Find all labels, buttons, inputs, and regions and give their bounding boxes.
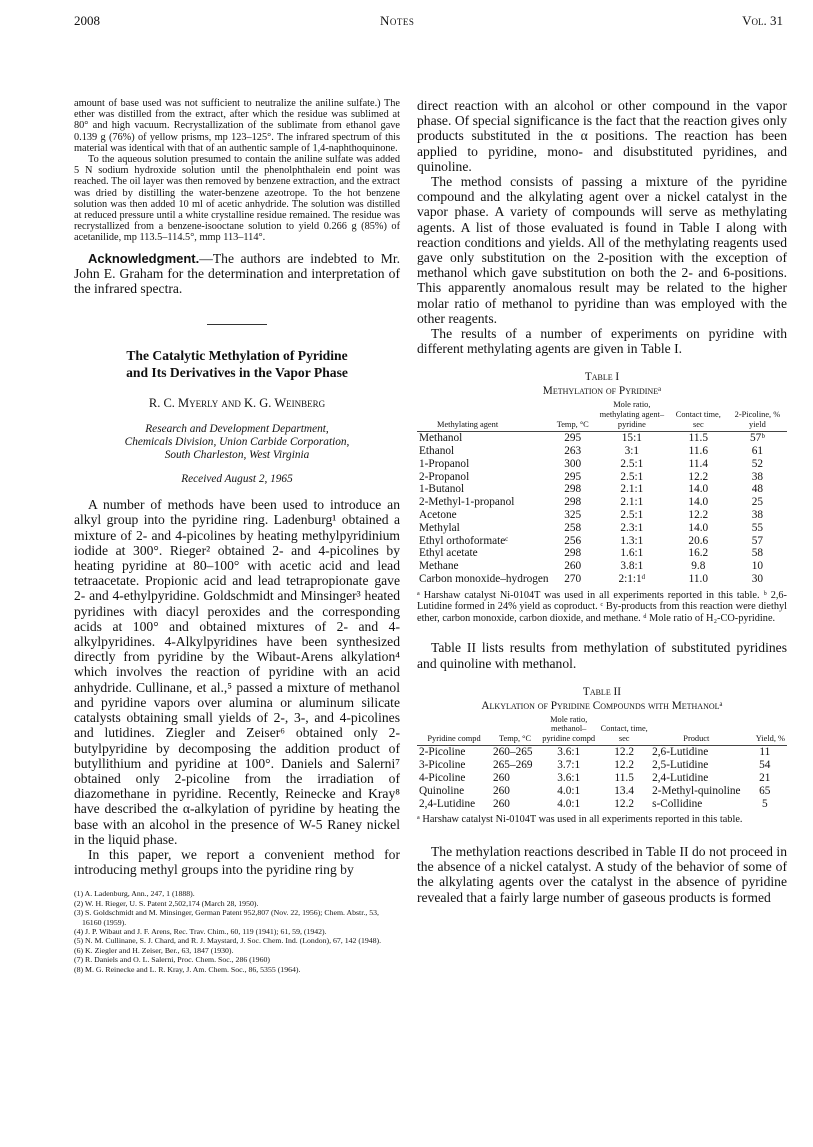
acknowledgment <box>74 251 400 297</box>
table-cell: 5 <box>761 797 768 810</box>
table-cell: Carbon monoxide–hydrogen <box>419 573 549 585</box>
table-title: Methylation of Pyridineᵃ <box>542 385 662 398</box>
table-cell: 325 <box>564 509 582 522</box>
column-header: Temp, °C <box>551 400 595 431</box>
table-cell: 11 <box>759 746 771 759</box>
section-title: Notes <box>380 13 415 28</box>
table-cell: 2.5:1 <box>620 509 644 522</box>
table-cell: 16.2 <box>688 547 709 560</box>
table-cell: 260 <box>493 784 510 797</box>
table-cell: 14.0 <box>688 521 709 534</box>
table-cell: 2.1:1 <box>620 496 644 509</box>
table-cell: 1-Butanol <box>419 483 465 496</box>
table-cell: 256 <box>564 534 582 547</box>
table-cell: 3.8:1 <box>620 560 644 573</box>
table-cell: 10 <box>751 560 764 573</box>
table-2 <box>417 685 787 826</box>
table-cell: 12.2 <box>614 797 635 810</box>
table-row <box>417 547 787 560</box>
table-cell: 12.2 <box>688 470 709 483</box>
right-column <box>417 98 787 905</box>
table-cell: 4.0:1 <box>557 784 581 797</box>
table-row <box>417 772 787 785</box>
body-paragraph: A number of methods have been used to introduce an alkyl group into the pyridine ring. Ladenburg¹ obtained a mixture of 2- and 4-picolines by heating methylpyridinium iodide at 300°. Rieger² obtained 2- and 4-picolines by heating pyridine at 80–100° with acetic acid and lead tetraacetate. Propionic acid and lead tetrapropionate gave 2- and 4-ethylpyridine. Goldschmidt and Minsinger³ heated pyridines with diacyl peroxides and the corresponding acids at 100° and obtained mixtures of 2- and 4-alkylpyridines. 4-Alkylpyridines have been synthesized directly from pyridine by the Wibaut-Arens alkylation⁴ which involves the reaction of pyridine with an acid anhydride. Cullinane, et al.,⁵ passed a mixture of methanol and pyridine vapors over alumina or aluminum silicate catalysts obtaining small yields of 2-, 3-, and 4-picolines and lutidines. Ziegler and Zeiser⁶ obtained only 2-butylpyridine by decomposing the addition product of butyllithium and pyridine at 100°. Daniels and Salerni⁷ obtained only 2-picoline from the irradiation of diazomethane in pyridine. Recently, Reinecke and Kray⁸ have described the α-alkylation of pyridine by heating the base with an alcohol in the presence of W-5 Raney nickel in the liquid phase. <box>74 497 400 847</box>
body-paragraph: The results of a number of experiments on pyridine with different methylating agents are given in Table I. <box>417 326 787 357</box>
left-column <box>74 98 400 974</box>
column-header: Contact time, sec <box>669 400 728 431</box>
table-cell: 52 <box>751 457 764 470</box>
table-row <box>417 522 787 535</box>
table-cell: Methane <box>419 560 459 573</box>
table-cell: 21 <box>759 772 771 785</box>
table-cell: 2.5:1 <box>620 457 644 470</box>
table-cell: 11.0 <box>688 573 708 585</box>
column-header: Yield, % <box>743 715 787 746</box>
table-cell: 30 <box>751 573 764 585</box>
table-label: Table I <box>584 371 620 384</box>
article-title-line: The Catalytic Methylation of Pyridine <box>126 348 348 364</box>
column-header: Methylating agent <box>417 400 551 431</box>
table-cell: 2,4-Lutidine <box>419 797 476 810</box>
acknowledgment-text: —The authors are indebted to Mr. John E. Graham for the determination and interpretation of the infrared spectra. <box>74 250 400 297</box>
affiliation-line: South Charleston, West Virginia <box>164 449 310 462</box>
table-row <box>417 496 787 509</box>
table-1 <box>417 370 787 624</box>
table-cell: 13.4 <box>614 784 635 797</box>
body-paragraph: The method consists of passing a mixture of the pyridine compound and the alkylating agent over a nickel catalyst in the vapor phase. A variety of compounds will serve as methylating agents. A list of those evaluated is found in Table I along with reaction conditions and yields. All of the methylating reagents used gave only substitution on the 2-position with the exception of methanol which gave substitution on both the 2- and 6-positions. This apparently anomalous result may be related to the higher molar ratio of methanol to pyridine than was employed with the other reagents. <box>417 174 787 326</box>
table-cell: 11.5 <box>688 432 708 445</box>
table-cell: 260–265 <box>493 746 533 759</box>
table-cell: 260 <box>493 797 510 810</box>
table-cell: 300 <box>564 457 582 470</box>
table-cell: 9.8 <box>691 560 706 573</box>
table-cell: 12.2 <box>614 759 635 772</box>
table-cell: 38 <box>751 509 764 522</box>
table-cell: 57ᵇ <box>750 432 765 445</box>
table-cell: 2.1:1 <box>620 483 644 496</box>
table-cell: 298 <box>564 496 582 509</box>
article-title <box>74 347 400 381</box>
table-cell: 2.5:1 <box>620 470 644 483</box>
table-cell: 4-Picoline <box>419 772 466 785</box>
column-header: 2-Picoline, % yield <box>728 400 787 431</box>
table-cell: 11.6 <box>688 445 708 458</box>
table-2-body <box>417 746 787 810</box>
table-cell: 2,6-Lutidine <box>652 746 709 759</box>
table-cell: Ethyl orthoformateᶜ <box>419 534 509 547</box>
table-cell: 3.7:1 <box>557 759 581 772</box>
received-date: Received August 2, 1965 <box>181 473 293 486</box>
table-cell: 2:1:1ᵈ <box>618 573 646 585</box>
table-cell: 2-Methyl-1-propanol <box>419 496 515 509</box>
table-cell: 265–269 <box>493 759 533 772</box>
affiliation <box>74 423 400 462</box>
table-row <box>417 785 787 798</box>
affiliation-line: Chemicals Division, Union Carbide Corporation, <box>124 436 350 449</box>
table-cell: 14.0 <box>688 496 709 509</box>
reference-item: (5) N. M. Cullinane, S. J. Chard, and R. J. Maystard, J. Soc. Chem. Ind. (London), 67, 142 (1948). <box>74 936 382 946</box>
table-cell: 2,5-Lutidine <box>652 759 709 772</box>
table-cell: 3-Picoline <box>419 759 466 772</box>
references <box>74 889 400 974</box>
table-cell: 12.2 <box>614 746 635 759</box>
table-row <box>417 573 787 586</box>
reference-item: (4) J. P. Wibaut and J. F. Arens, Rec. Trav. Chim., 60, 119 (1941); 61, 59, (1942). <box>74 926 327 936</box>
table-1-grid <box>417 400 787 585</box>
table-cell: 3:1 <box>624 445 640 458</box>
table-cell: 2-Propanol <box>419 470 470 483</box>
table-row <box>417 483 787 496</box>
column-header: Contact, time, sec <box>598 715 650 746</box>
table-cell: 2,4-Lutidine <box>652 772 709 785</box>
table-cell: 20.6 <box>688 534 709 547</box>
table-cell: 1.6:1 <box>620 547 644 560</box>
reference-item: (2) W. H. Rieger, U. S. Patent 2,502,174 (March 28, 1950). <box>74 898 259 908</box>
volume-label: Vol. 31 <box>742 13 783 28</box>
table-cell: 61 <box>751 445 764 458</box>
table-cell: 14.0 <box>688 483 709 496</box>
table-cell: 258 <box>564 521 582 534</box>
table-2-grid <box>417 715 787 811</box>
table-row <box>417 759 787 772</box>
table-cell: s-Collidine <box>652 797 703 810</box>
continued-paragraph: To the aqueous solution presumed to contain the aniline sulfate was added 5 N sodium hydroxide solution until the phenolphthalein end point was reached. The oil layer was then removed by benzene extraction, and the extract was dried by distilling the water-benzene azeotrope. To the hot benzene solution was then added 10 ml of acetic anhydride. The solution was distilled at reduced pressure until a white crystalline residue remained. The residue was recrystallized from a benzene-isooctane solution to yield 0.266 g (85%) of acetanilide, mp 113.5–114.5°, mmp 113–114°. <box>74 154 400 244</box>
table-cell: Methylal <box>419 521 460 534</box>
table-row <box>417 509 787 522</box>
page-number: 2008 <box>74 13 100 28</box>
column-header: Product <box>650 715 743 746</box>
table-cell: 295 <box>564 432 582 445</box>
section-divider <box>207 324 267 325</box>
table-cell: 270 <box>564 573 582 585</box>
table-cell: Ethanol <box>419 445 455 458</box>
table-row <box>417 445 787 458</box>
column-header: Pyridine compd <box>417 715 491 746</box>
table-row <box>417 746 787 759</box>
table-row <box>417 535 787 548</box>
table-cell: 55 <box>751 521 764 534</box>
table-cell: 38 <box>751 470 764 483</box>
acknowledgment-heading: Acknowledgment. <box>88 250 200 266</box>
table-cell: 57 <box>751 534 764 547</box>
table-cell: 25 <box>751 496 764 509</box>
reference-item: (8) M. G. Reinecke and L. R. Kray, J. Am. Chem. Soc., 86, 5355 (1964). <box>74 964 301 974</box>
column-header: Temp, °C <box>491 715 539 746</box>
table-cell: Methanol <box>419 432 463 445</box>
table-cell: 11.5 <box>614 772 634 785</box>
table-cell: 260 <box>564 560 582 573</box>
table-cell: Acetone <box>419 509 457 522</box>
table-cell: 12.2 <box>688 509 709 522</box>
table-cell: 3.6:1 <box>557 772 581 785</box>
column-header: Mole ratio, methanol–pyridine compd <box>539 715 598 746</box>
table-1-body <box>417 432 787 586</box>
table-row <box>417 798 787 811</box>
continued-paragraph: amount of base used was not sufficient to neutralize the aniline sulfate.) The ether was distilled from the extract, after which the residue was sublimed at 80° and high vacuum. Recrystallization of the sublimate from ethanol gave 0.139 g (76%) of yellow prisms, mp 123–125°. The infrared spectrum of this material was identical with that of an authentic sample of 1,4-naphthoquinone. <box>74 98 400 154</box>
table-cell: 263 <box>564 445 582 458</box>
body-paragraph: The methylation reactions described in Table II do not proceed in the absence of a nickel catalyst. A study of the behavior of some of the alkylating agents over the catalyst in the absence of pyridine revealed that a fairly large number of gaseous products is formed <box>417 843 787 905</box>
table-cell: 54 <box>759 759 771 772</box>
table-cell: Quinoline <box>419 784 465 797</box>
table-cell: 1.3:1 <box>620 534 644 547</box>
table-footnote: ᵃ Harshaw catalyst Ni-0104T was used in all experiments reported in this table. ᵇ 2,6-Lutidine formed in 24% yield as coproduct. ᶜ By-products from this reaction were diethyl ether, carbon monoxide, carbon dioxide, and methane. ᵈ Mole ratio of H₂-CO-pyridine. <box>417 589 787 624</box>
table-footnote: ᵃ Harshaw catalyst Ni-0104T was used in all experiments reported in this table. <box>417 814 743 826</box>
table-cell: 2.3:1 <box>620 521 644 534</box>
body-paragraph: Table II lists results from methylation of substituted pyridines and quinoline with methanol. <box>417 640 787 671</box>
table-cell: 48 <box>751 483 764 496</box>
table-cell: 11.4 <box>688 457 708 470</box>
table-row <box>417 471 787 484</box>
table-cell: 1-Propanol <box>419 457 470 470</box>
table-cell: 65 <box>759 784 771 797</box>
affiliation-line: Research and Development Department, <box>145 423 329 436</box>
table-cell: 2-Methyl-quinoline <box>652 784 741 797</box>
table-cell: 298 <box>564 483 582 496</box>
reference-item: (6) K. Ziegler and H. Zeiser, Ber., 63, 1847 (1930). <box>74 945 234 955</box>
table-cell: 2-Picoline <box>419 746 466 759</box>
reference-item: (7) R. Daniels and O. L. Salerni, Proc. Chem. Soc., 286 (1960) <box>74 955 270 965</box>
table-cell: 4.0:1 <box>557 797 581 810</box>
table-cell: 3.6:1 <box>557 746 581 759</box>
table-cell: 58 <box>751 547 764 560</box>
reference-item: (1) A. Ladenburg, Ann., 247, 1 (1888). <box>74 889 195 899</box>
table-cell: 295 <box>564 470 582 483</box>
authors: R. C. Myerly and K. G. Weinberg <box>148 396 326 411</box>
column-header: Mole ratio, methylating agent–pyridine <box>595 400 669 431</box>
reference-item: (3) S. Goldschmidt and M. Minsinger, German Patent 952,807 (Nov. 22, 1956); Chem. Abstr., 53, 16160 (1959). <box>74 908 379 927</box>
body-paragraph: direct reaction with an alcohol or other compound in the vapor phase. Of special significance is the fact that the reaction gives only products substituted in the α positions. The reaction has been applied to pyridine, mono- and disubstituted pyridines, and quinoline. <box>417 98 787 174</box>
table-cell: 260 <box>493 772 510 785</box>
body-paragraph: In this paper, we report a convenient method for introducing methyl groups into the pyridine ring by <box>74 846 400 878</box>
table-cell: 298 <box>564 547 582 560</box>
table-row <box>417 560 787 573</box>
table-label: Table II <box>582 685 622 698</box>
table-cell: Ethyl acetate <box>419 547 478 560</box>
table-title: Alkylation of Pyridine Compounds with Methanolᵃ <box>481 699 723 712</box>
table-row <box>417 432 787 445</box>
article-title-line: and Its Derivatives in the Vapor Phase <box>126 365 348 381</box>
table-cell: 15:1 <box>621 432 642 445</box>
table-row <box>417 458 787 471</box>
